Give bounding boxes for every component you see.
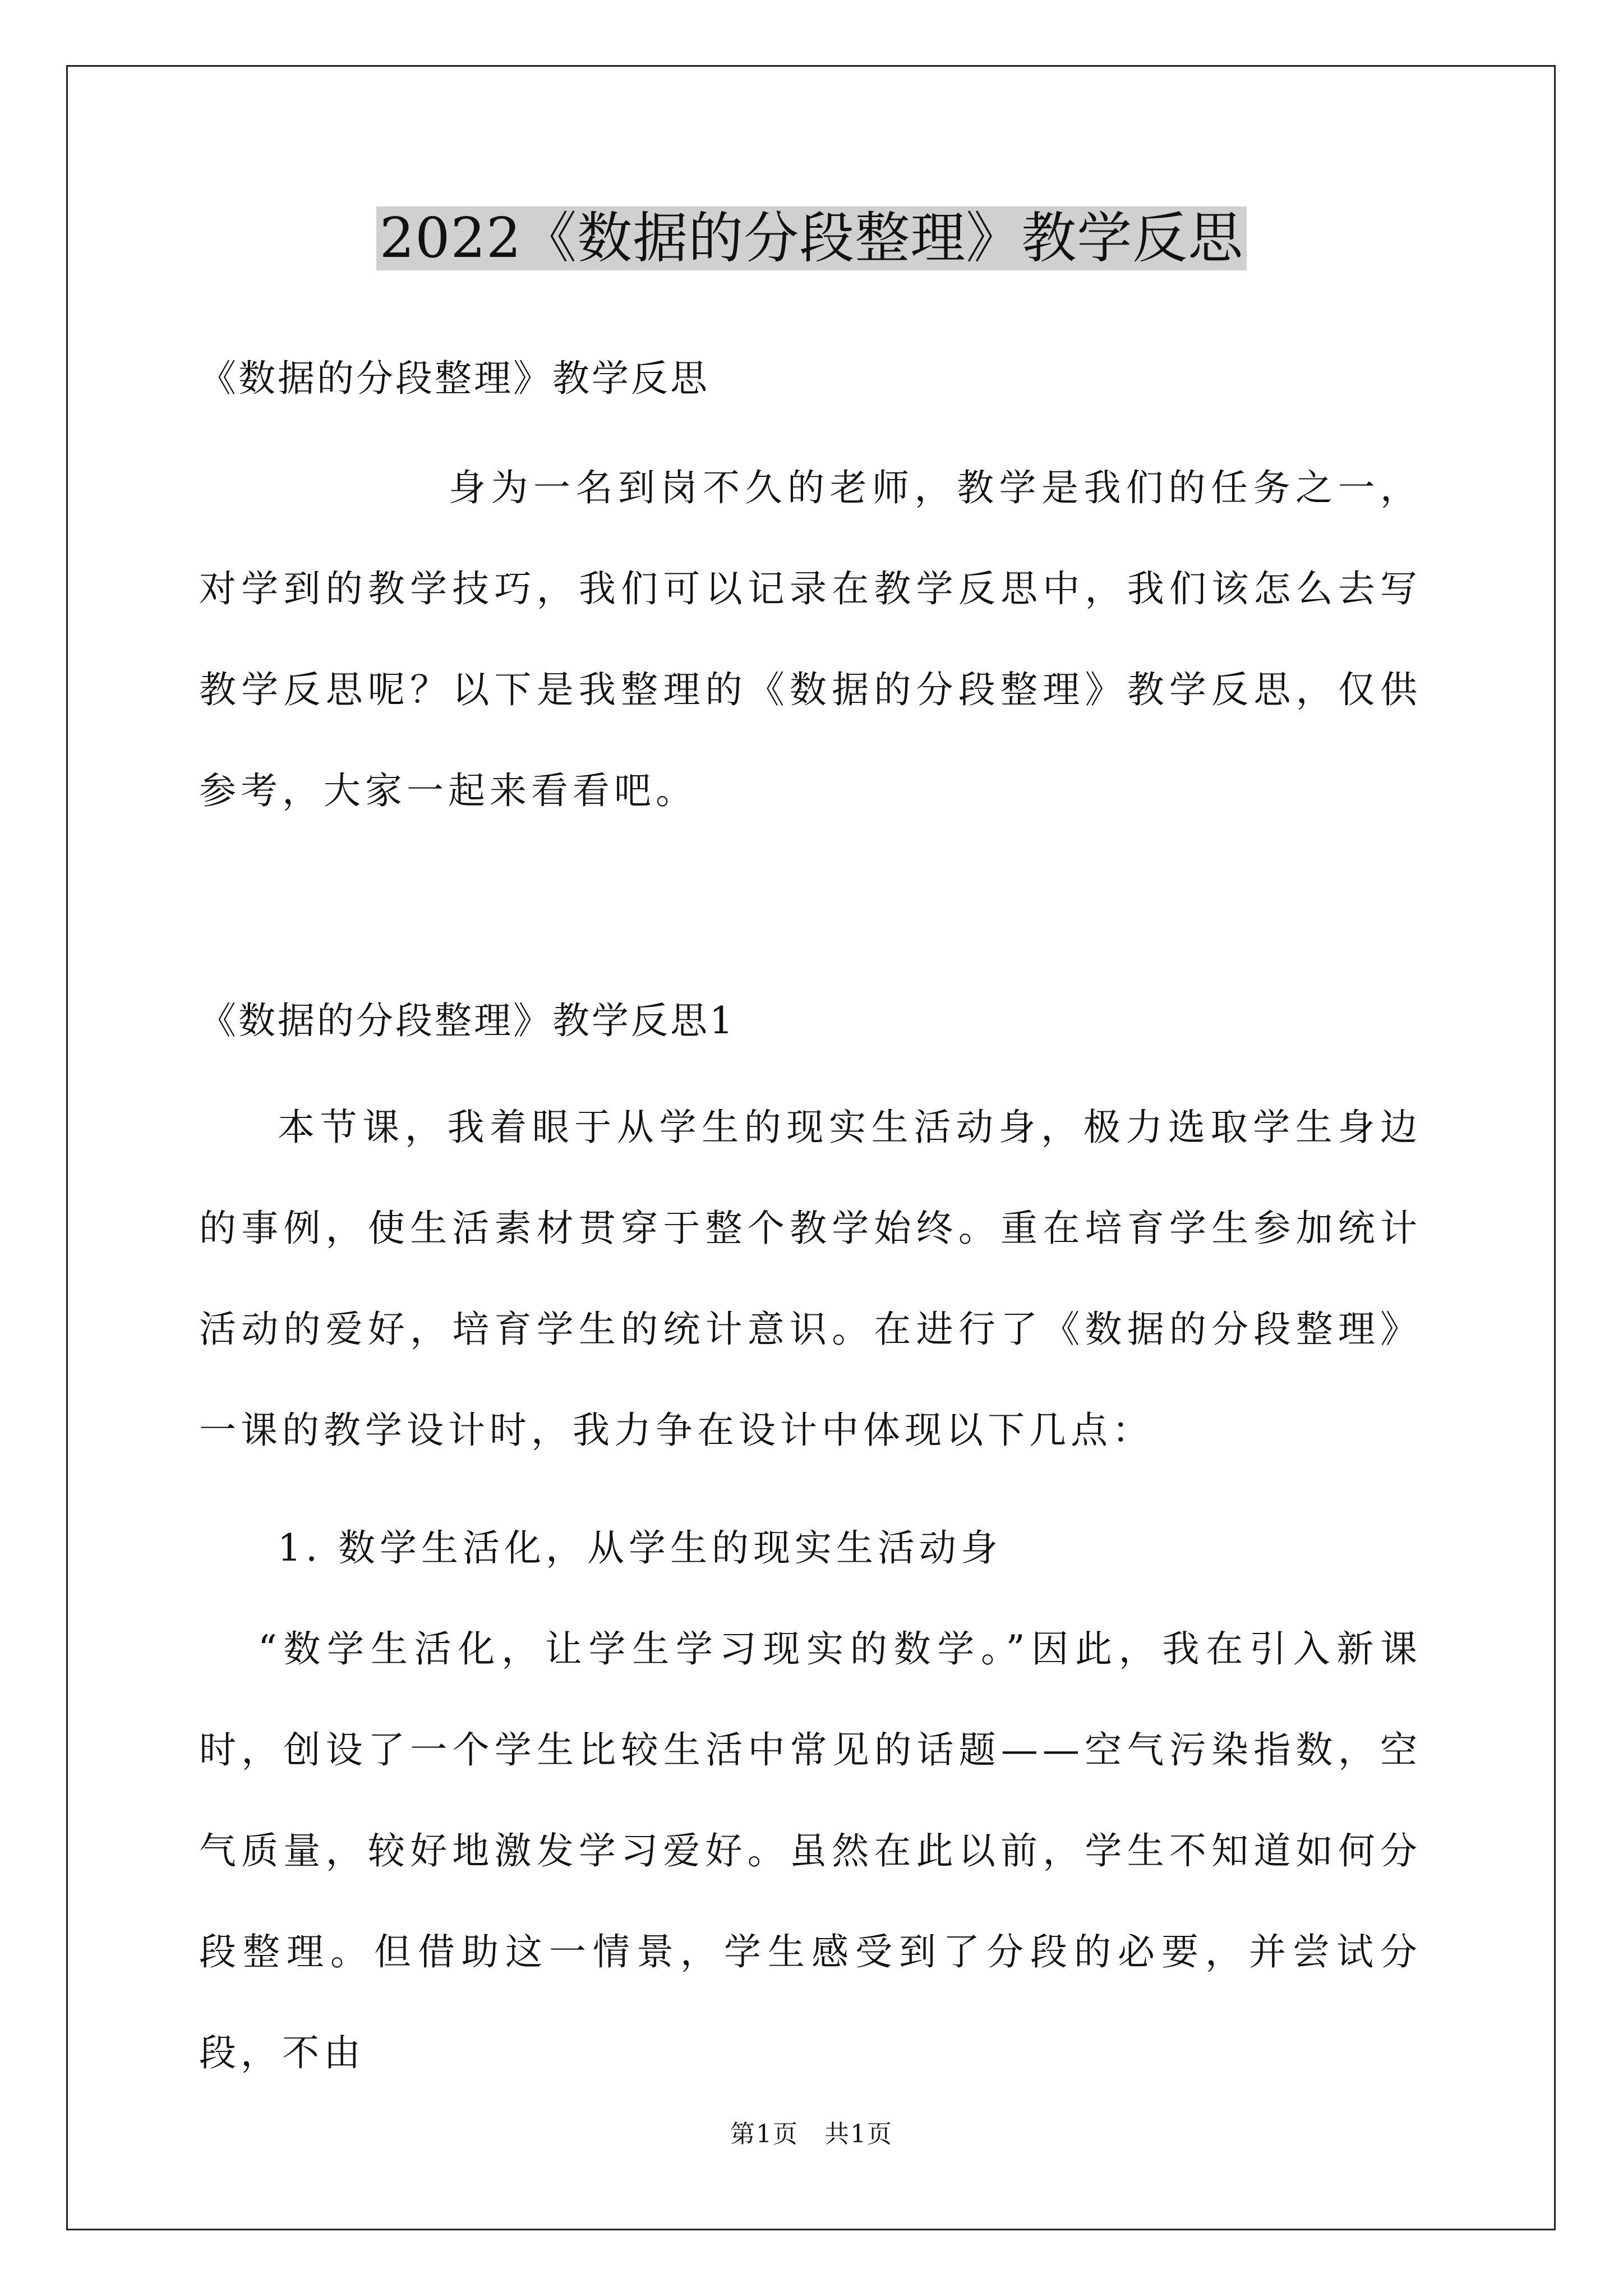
intro-paragraph: 身为一名到岗不久的老师，教学是我们的任务之一，对学到的教学技巧，我们可以记录在教学反思中，我们该怎么去写教学反思呢？以下是我整理的《数据的分段整理》教学反思，仅供参考，大家一起来看看吧。 (199, 466, 1422, 812)
page-footer: 第1页 共1页 (730, 2120, 893, 2148)
document-title-text: 2022《数据的分段整理》教学反思 (376, 206, 1247, 270)
section1-paragraph-2: “数学生活化，让学生学习现实的数学。”因此，我在引入新课时，创设了一个学生比较生活中常见的话题——空气污染指数，空气质量，较好地激发学习爱好。虽然在此以前，学生不知道如何分段整理。但借助这一情景，学生感受到了分段的必要，并尝试分段，不由 (199, 1627, 1422, 2074)
document-title (0, 202, 1623, 275)
section1-paragraph-1: 本节课，我着眼于从学生的现实生活动身，极力选取学生身边的事例，使生活素材贯穿于整个教学始终。重在培育学生参加统计活动的爱好，培育学生的统计意识。在进行了《数据的分段整理》一课的教学设计时，我力争在设计中体现以下几点： (199, 1106, 1422, 1452)
subtitle: 《数据的分段整理》教学反思 (199, 357, 709, 400)
section1-point-1: 1. 数学生活化，从学生的现实生活动身 (278, 1526, 1002, 1570)
section-heading-1: 《数据的分段整理》教学反思1 (199, 999, 735, 1042)
